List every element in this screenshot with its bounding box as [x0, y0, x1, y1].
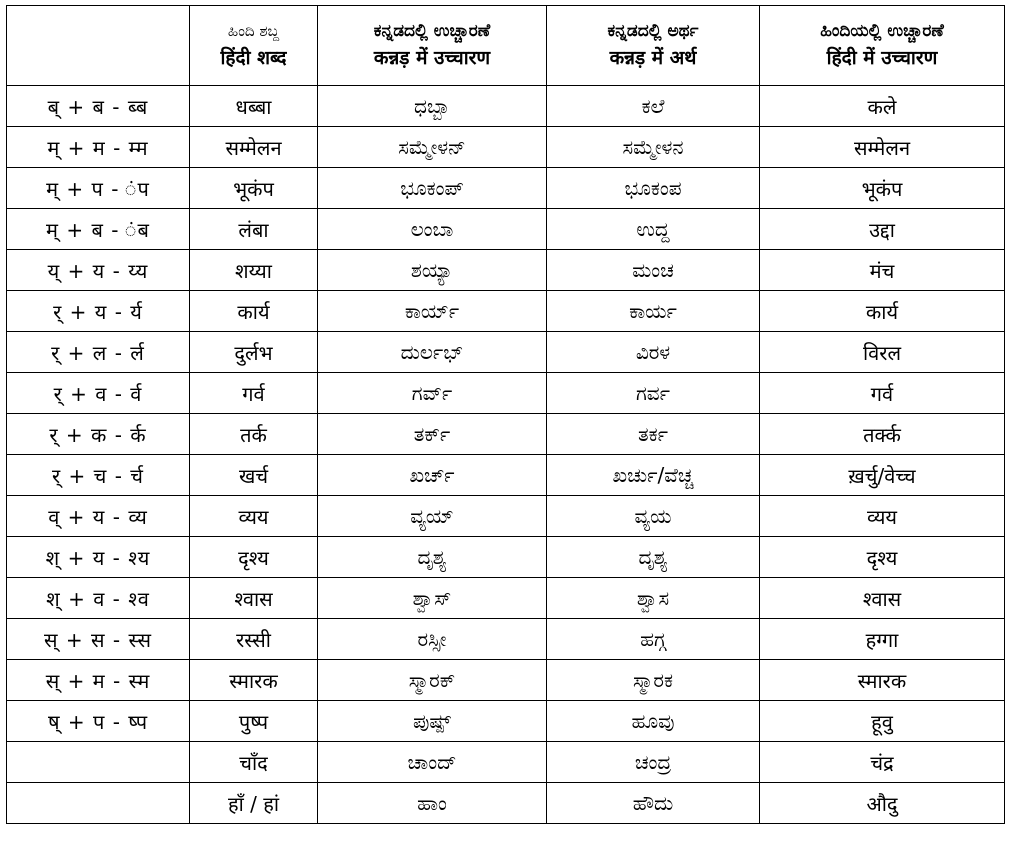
- table-row: [7, 701, 1005, 742]
- kannada-meaning-cell: ದೃಶ್ಯ: [547, 537, 760, 578]
- combination-cell: म् + प - ंप: [7, 168, 190, 209]
- combination-cell: [7, 783, 190, 824]
- table-row: [7, 209, 1005, 250]
- hindi-word-cell: हाँ / हां: [190, 783, 318, 824]
- header-kannada-pronunciation-hindi: कन्नड़ में उच्चारण: [373, 46, 491, 69]
- header-kannada-meaning-kannada: ಕನ್ನಡದಲ್ಲಿ ಅರ್ಥ: [607, 20, 699, 41]
- header-kannada-meaning-hindi: कन्नड़ में अर्थ: [609, 46, 697, 69]
- hindi-pronunciation-cell: दृश्य: [760, 537, 1005, 578]
- combination-cell: [7, 742, 190, 783]
- kannada-meaning-cell: ಹೌದು: [547, 783, 760, 824]
- hindi-pronunciation-cell: श्वास: [760, 578, 1005, 619]
- kannada-meaning-cell: ಭೂಕಂಪ: [547, 168, 760, 209]
- header-combination: [7, 6, 190, 86]
- kannada-meaning-cell: ವ್ಯಯ: [547, 496, 760, 537]
- table-row: [7, 414, 1005, 455]
- header-hindi-word: [190, 6, 318, 86]
- kannada-meaning-cell: ಹಗ್ಗ: [547, 619, 760, 660]
- table-row: [7, 168, 1005, 209]
- hindi-word-cell: व्यय: [190, 496, 318, 537]
- hindi-word-cell: स्मारक: [190, 660, 318, 701]
- hindi-word-cell: शय्या: [190, 250, 318, 291]
- table-row: [7, 578, 1005, 619]
- kannada-pronunciation-cell: ಗರ್ವ್: [318, 373, 547, 414]
- kannada-meaning-cell: ಉದ್ದ: [547, 209, 760, 250]
- kannada-pronunciation-cell: ಶ್ವಾಸ್: [318, 578, 547, 619]
- hindi-pronunciation-cell: गर्व: [760, 373, 1005, 414]
- hindi-word-cell: श्वास: [190, 578, 318, 619]
- hindi-word-cell: धब्बा: [190, 86, 318, 127]
- combination-cell: र् + य - र्य: [7, 291, 190, 332]
- hindi-word-cell: खर्च: [190, 455, 318, 496]
- hindi-word-cell: चाँद: [190, 742, 318, 783]
- hindi-pronunciation-cell: स्मारक: [760, 660, 1005, 701]
- combination-cell: य् + य - य्य: [7, 250, 190, 291]
- hindi-word-cell: लंबा: [190, 209, 318, 250]
- combination-cell: ष् + प - ष्प: [7, 701, 190, 742]
- table-body: [7, 86, 1005, 824]
- hindi-word-cell: कार्य: [190, 291, 318, 332]
- hindi-pronunciation-cell: कार्य: [760, 291, 1005, 332]
- combination-cell: श् + य - श्य: [7, 537, 190, 578]
- hindi-pronunciation-cell: मंच: [760, 250, 1005, 291]
- combination-cell: र् + ल - र्ल: [7, 332, 190, 373]
- combination-cell: श् + व - श्व: [7, 578, 190, 619]
- header-hindi-pronunciation-hindi: हिंदी में उच्चारण: [826, 46, 938, 69]
- table-row: [7, 332, 1005, 373]
- combination-cell: ब् + ब - ब्ब: [7, 86, 190, 127]
- hindi-word-cell: तर्क: [190, 414, 318, 455]
- kannada-pronunciation-cell: ದುರ್ಲಭ್: [318, 332, 547, 373]
- header-hindi-pronunciation-kannada: ಹಿಂದಿಯಲ್ಲಿ ಉಚ್ಚಾರಣೆ: [820, 20, 944, 41]
- combination-cell: व् + य - व्य: [7, 496, 190, 537]
- hindi-word-cell: दुर्लभ: [190, 332, 318, 373]
- hindi-pronunciation-cell: व्यय: [760, 496, 1005, 537]
- kannada-meaning-cell: ಚಂದ್ರ: [547, 742, 760, 783]
- combination-cell: म् + ब - ंब: [7, 209, 190, 250]
- kannada-meaning-cell: ಕಲೆ: [547, 86, 760, 127]
- kannada-pronunciation-cell: ಭೂಕಂಪ್: [318, 168, 547, 209]
- kannada-meaning-cell: ಸಮ್ಮೇಳನ: [547, 127, 760, 168]
- header-kannada-pronunciation: [318, 6, 547, 86]
- hindi-word-cell: रस्सी: [190, 619, 318, 660]
- hindi-pronunciation-cell: हग्गा: [760, 619, 1005, 660]
- hindi-pronunciation-cell: तर्क्क: [760, 414, 1005, 455]
- kannada-meaning-cell: ಗರ್ವ: [547, 373, 760, 414]
- hindi-pronunciation-cell: औदु: [760, 783, 1005, 824]
- hindi-pronunciation-cell: ख़र्चु/वेच्च: [760, 455, 1005, 496]
- transliteration-table: [6, 5, 1005, 824]
- hindi-pronunciation-cell: सम्मेलन: [760, 127, 1005, 168]
- kannada-meaning-cell: ಖರ್ಚು/ವೆಚ್ಚ: [547, 455, 760, 496]
- kannada-meaning-cell: ತರ್ಕ: [547, 414, 760, 455]
- kannada-pronunciation-cell: ಖರ್ಚ್: [318, 455, 547, 496]
- table-row: [7, 496, 1005, 537]
- hindi-word-cell: गर्व: [190, 373, 318, 414]
- kannada-meaning-cell: ಶ್ವಾಸ: [547, 578, 760, 619]
- kannada-pronunciation-cell: ಸ್ಮಾರಕ್: [318, 660, 547, 701]
- kannada-pronunciation-cell: ದೃಶ್ಯ: [318, 537, 547, 578]
- hindi-pronunciation-cell: चंद्र: [760, 742, 1005, 783]
- hindi-word-cell: भूकंप: [190, 168, 318, 209]
- table-row: [7, 250, 1005, 291]
- table-row: [7, 537, 1005, 578]
- kannada-meaning-cell: ಸ್ಮಾರಕ: [547, 660, 760, 701]
- table-row: [7, 660, 1005, 701]
- header-hindi-word-hindi: हिंदी शब्द: [220, 46, 287, 69]
- combination-cell: स् + म - स्म: [7, 660, 190, 701]
- hindi-word-cell: पुष्प: [190, 701, 318, 742]
- kannada-pronunciation-cell: ರಸ್ಸೀ: [318, 619, 547, 660]
- kannada-pronunciation-cell: ಕಾರ್ಯ್: [318, 291, 547, 332]
- kannada-meaning-cell: ವಿರಳ: [547, 332, 760, 373]
- header-hindi-word-kannada: ಹಿಂದಿ ಶಬ್ದ: [227, 21, 280, 40]
- kannada-pronunciation-cell: ವ್ಯಯ್: [318, 496, 547, 537]
- combination-cell: म् + म - म्म: [7, 127, 190, 168]
- combination-cell: र् + क - र्क: [7, 414, 190, 455]
- kannada-pronunciation-cell: ಶಯ್ಯಾ: [318, 250, 547, 291]
- combination-cell: र् + च - र्च: [7, 455, 190, 496]
- table-row: [7, 127, 1005, 168]
- kannada-pronunciation-cell: ಧಬ್ಬಾ: [318, 86, 547, 127]
- hindi-pronunciation-cell: उद्दा: [760, 209, 1005, 250]
- combination-cell: र् + व - र्व: [7, 373, 190, 414]
- kannada-pronunciation-cell: ಲಂಬಾ: [318, 209, 547, 250]
- kannada-pronunciation-cell: ಪುಷ್ಪ್: [318, 701, 547, 742]
- header-kannada-pronunciation-kannada: ಕನ್ನಡದಲ್ಲಿ ಉಚ್ಚಾರಣೆ: [373, 20, 491, 41]
- header-kannada-meaning: [547, 6, 760, 86]
- header-row: [7, 6, 1005, 86]
- kannada-pronunciation-cell: ಹಾಂ: [318, 783, 547, 824]
- table-row: [7, 373, 1005, 414]
- hindi-word-cell: दृश्य: [190, 537, 318, 578]
- table-row: [7, 291, 1005, 332]
- header-hindi-pronunciation: [760, 6, 1005, 86]
- table-row: [7, 86, 1005, 127]
- table-row: [7, 455, 1005, 496]
- combination-cell: स् + स - स्स: [7, 619, 190, 660]
- hindi-pronunciation-cell: कले: [760, 86, 1005, 127]
- table-row: [7, 783, 1005, 824]
- hindi-word-cell: सम्मेलन: [190, 127, 318, 168]
- hindi-pronunciation-cell: भूकंप: [760, 168, 1005, 209]
- kannada-meaning-cell: ಮಂಚ: [547, 250, 760, 291]
- kannada-meaning-cell: ಹೂವು: [547, 701, 760, 742]
- kannada-pronunciation-cell: ಸಮ್ಮೇಳನ್: [318, 127, 547, 168]
- table-row: [7, 742, 1005, 783]
- hindi-pronunciation-cell: हूवु: [760, 701, 1005, 742]
- hindi-pronunciation-cell: विरल: [760, 332, 1005, 373]
- kannada-meaning-cell: ಕಾರ್ಯ: [547, 291, 760, 332]
- table-row: [7, 619, 1005, 660]
- kannada-pronunciation-cell: ತರ್ಕ್: [318, 414, 547, 455]
- kannada-pronunciation-cell: ಚಾಂದ್: [318, 742, 547, 783]
